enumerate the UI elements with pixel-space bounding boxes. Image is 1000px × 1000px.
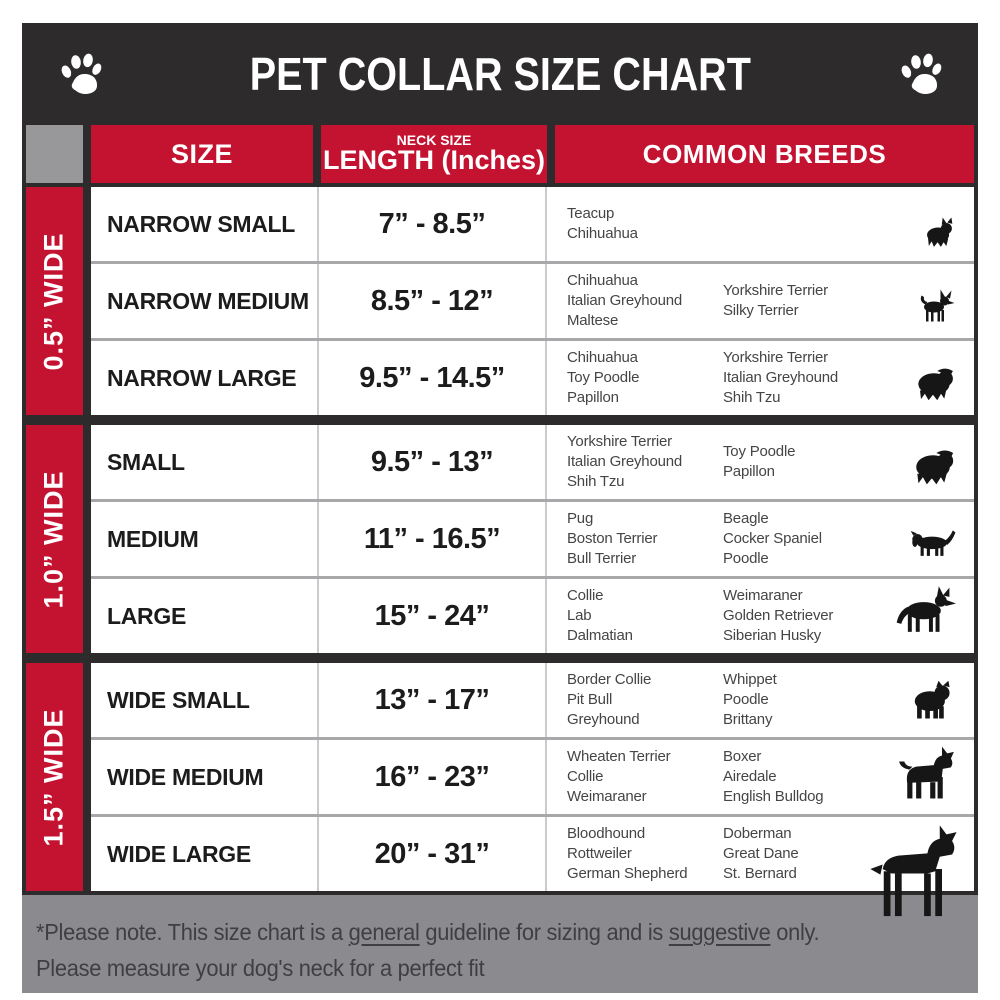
breeds-list-1: Collie Lab Dalmatian <box>567 587 633 644</box>
shih-tzu-icon <box>904 439 962 495</box>
width-group-label: 0.5” WIDE <box>39 231 69 371</box>
width-group-strip <box>26 425 83 653</box>
length-cell: 9.5” - 13” <box>317 425 545 499</box>
breeds-list-1: Chihuahua Italian Greyhound Maltese <box>567 272 683 329</box>
breeds-cell <box>545 817 974 891</box>
dachshund-icon <box>900 520 962 572</box>
pitbull-icon <box>888 740 962 814</box>
breeds-cell <box>545 663 974 737</box>
footer-note <box>22 895 978 993</box>
corner-cell <box>26 125 83 183</box>
shepherd-icon <box>888 583 962 649</box>
length-cell: 16” - 23” <box>317 740 545 814</box>
doberman-icon <box>858 819 970 937</box>
width-sidebar <box>26 187 83 891</box>
size-cell: MEDIUM <box>107 525 199 552</box>
column-header-neck-length <box>321 125 547 183</box>
breeds-cell <box>545 579 974 653</box>
note-line-2: Please measure your dog's neck for a perfect fit <box>36 954 485 981</box>
table-row <box>91 261 974 338</box>
breeds-list-2: Weimaraner Golden Retriever Siberian Husky <box>723 587 834 644</box>
width-group-strip <box>26 663 83 891</box>
breeds-list-2: Toy Poodle Papillon <box>723 443 796 480</box>
breeds-list-1: Border Collie Pit Bull Greyhound <box>567 671 652 728</box>
note-line-1: *Please note. This size chart is a general guideline for sizing and is suggestive only. <box>36 919 820 945</box>
title-bar <box>22 23 978 125</box>
breeds-list-1: Pug Boston Terrier Bull Terrier <box>567 510 658 567</box>
breeds-list-2: Yorkshire Terrier Silky Terrier <box>723 282 828 319</box>
length-cell: 9.5” - 14.5” <box>317 341 545 415</box>
breeds-list-2: Doberman Great Dane St. Bernard <box>723 825 799 882</box>
size-cell: WIDE MEDIUM <box>107 763 264 790</box>
length-inches-label: LENGTH (Inches) <box>322 145 545 176</box>
size-cell: WIDE SMALL <box>107 686 250 713</box>
length-cell: 13” - 17” <box>317 663 545 737</box>
column-header-breeds: COMMON BREEDS <box>555 125 974 183</box>
bulldog-icon <box>900 675 962 733</box>
table-row <box>91 737 974 814</box>
length-cell: 15” - 24” <box>317 579 545 653</box>
length-cell: 8.5” - 12” <box>317 264 545 338</box>
breeds-cell <box>545 425 974 499</box>
footer-text <box>36 915 964 986</box>
breeds-list-2: Boxer Airedale English Bulldog <box>723 748 824 805</box>
table-row <box>91 187 974 261</box>
breeds-cell <box>545 502 974 576</box>
size-cell: NARROW LARGE <box>107 364 297 391</box>
table-row <box>91 576 974 653</box>
breeds-list-1: Yorkshire Terrier Italian Greyhound Shih Tzu <box>567 433 683 490</box>
breeds-cell <box>545 341 974 415</box>
paw-icon <box>56 50 104 98</box>
paw-icon <box>896 50 944 98</box>
breeds-list-1: Wheaten Terrier Collie Weimaraner <box>567 748 671 805</box>
table-row <box>91 338 974 415</box>
size-cell: SMALL <box>107 448 185 475</box>
breeds-list-2: Whippet Poodle Brittany <box>723 671 777 728</box>
width-group-label: 1.0” WIDE <box>39 469 69 609</box>
size-cell: LARGE <box>107 602 187 629</box>
length-cell: 11” - 16.5” <box>317 502 545 576</box>
yorkie-icon <box>916 211 962 257</box>
pekingese-icon <box>906 357 962 411</box>
size-cell: NARROW SMALL <box>107 210 296 237</box>
breeds-list-1: Chihuahua Toy Poodle Papillon <box>567 349 640 406</box>
length-cell: 20” - 31” <box>317 817 545 891</box>
table-header-row <box>22 125 978 187</box>
breeds-cell <box>545 264 974 338</box>
column-header-size: SIZE <box>91 125 313 183</box>
underlined-word-suggestive: suggestive <box>668 919 771 945</box>
row-group <box>91 425 974 653</box>
chart-content <box>22 23 978 993</box>
breeds-list-2: Beagle Cocker Spaniel Poodle <box>723 510 822 567</box>
neck-size-label: NECK SIZE <box>396 132 472 149</box>
table-rows <box>91 187 974 891</box>
table-row <box>91 814 974 891</box>
row-group <box>91 187 974 415</box>
breeds-cell <box>545 187 974 261</box>
breeds-cell <box>545 740 974 814</box>
table-row <box>91 663 974 737</box>
chihuahua-icon <box>906 284 962 334</box>
size-cell: NARROW MEDIUM <box>107 287 309 314</box>
page-title: PET COLLAR SIZE CHART <box>249 48 751 100</box>
width-group-label: 1.5” WIDE <box>39 707 69 847</box>
length-cell: 7” - 8.5” <box>317 187 545 261</box>
table-body <box>22 187 978 895</box>
breeds-list-1: Bloodhound Rottweiler German Shepherd <box>567 825 688 882</box>
row-group <box>91 663 974 891</box>
size-cell: WIDE LARGE <box>107 840 251 867</box>
underlined-word-general: general <box>348 919 420 945</box>
table-row <box>91 425 974 499</box>
width-group-strip <box>26 187 83 415</box>
breeds-list-2: Yorkshire Terrier Italian Greyhound Shih Tzu <box>723 349 839 406</box>
breeds-list-1: Teacup Chihuahua <box>567 205 638 242</box>
table-row <box>91 499 974 576</box>
